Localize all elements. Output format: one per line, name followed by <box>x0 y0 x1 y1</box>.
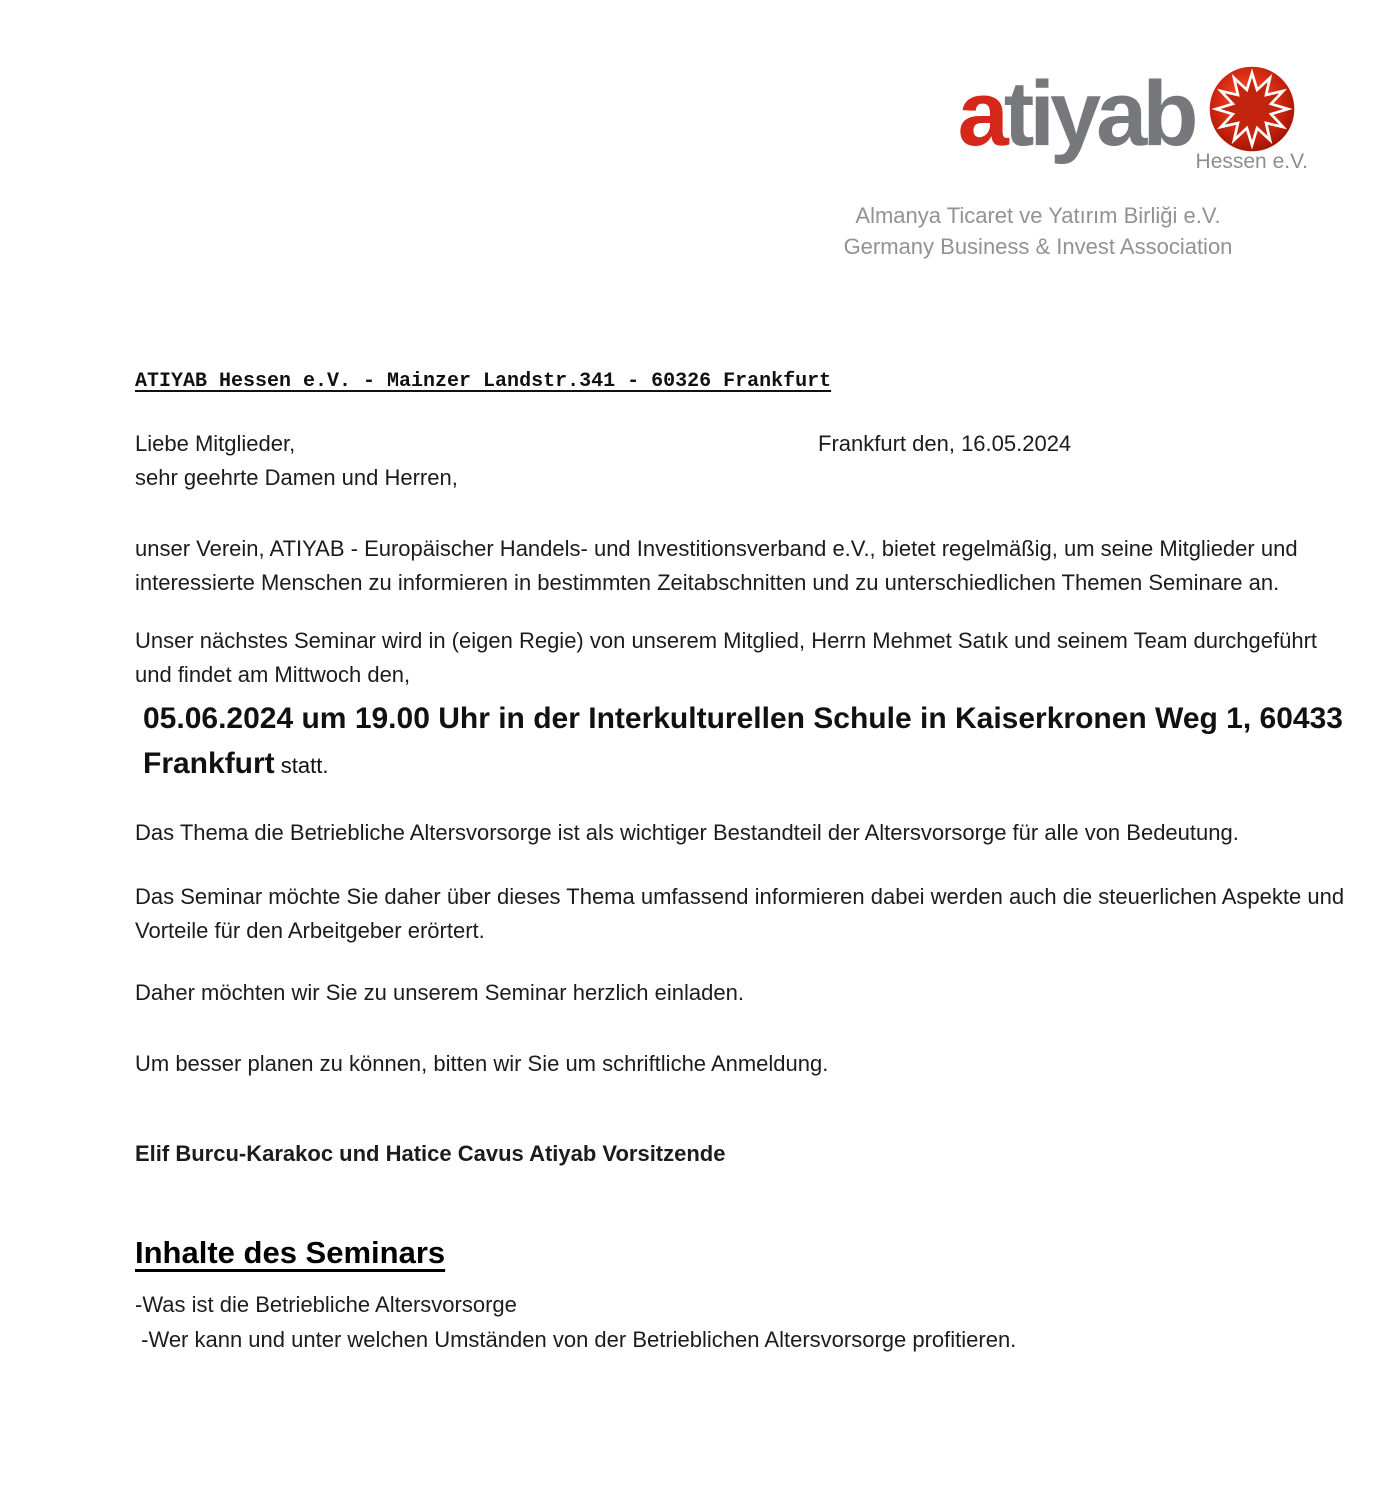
paragraph-registration: Um besser planen zu können, bitten wir Sie um schriftliche Anmeldung. <box>135 1051 829 1076</box>
seminar-date-suffix: statt. <box>274 753 329 778</box>
salutation-line-1: Liebe Mitglieder, <box>135 431 296 456</box>
list-item: -Wer kann und unter welchen Umständen von der Betrieblichen Altersvorsorge profitieren. <box>135 1327 1017 1352</box>
starburst-icon <box>1207 64 1297 154</box>
paragraph-details: Das Seminar möchte Sie daher über dieses Thema umfassend informieren dabei werden auch die steuerlichen Aspekte und Vorteile für den Arbeitgeber erörtert. <box>135 884 1345 943</box>
paragraph-seminar-lead: Unser nächstes Seminar wird in (eigen Regie) von unserem Mitglied, Herrn Mehmet Satık und seinem Team durchgeführt und findet am Mittwoch den, <box>135 628 1318 687</box>
sender-address-line: ATIYAB Hessen e.V. - Mainzer Landstr.341 - 60326 Frankfurt <box>135 370 832 393</box>
atiyab-wordmark <box>958 64 1194 164</box>
hessen-label: Hessen e.V. <box>1195 150 1308 173</box>
paragraph-invite: Daher möchten wir Sie zu unserem Seminar herzlich einladen. <box>135 980 744 1005</box>
salutation-block <box>135 427 1345 495</box>
contents-heading: Inhalte des Seminars <box>135 1235 446 1270</box>
logo-subtitle-turkish: Almanya Ticaret ve Yatırım Birliği e.V. <box>855 203 1221 228</box>
wordmark-letter-a: a <box>957 63 1004 165</box>
signature-line: Elif Burcu-Karakoc und Hatice Cavus Atiyab Vorsitzende <box>135 1141 726 1166</box>
paragraph-intro: unser Verein, ATIYAB - Europäischer Handels- und Investitionsverband e.V., bietet regelmäßig, um seine Mitglieder und interessierte Menschen zu informieren in bestimmten Zeitabschnitten und zu unterschiedlichen Themen Seminare an. <box>135 536 1298 595</box>
logo-subtitles <box>828 200 1248 262</box>
logo-subtitle-english: Germany Business & Invest Association <box>843 234 1233 259</box>
date-line: Frankfurt den, 16.05.2024 <box>818 431 1072 456</box>
logo-right-column <box>1196 64 1308 174</box>
seminar-date-heading <box>135 696 1345 788</box>
contents-list <box>135 1287 1345 1357</box>
list-item: -Was ist die Betriebliche Altersvorsorge <box>135 1292 517 1317</box>
logo-block <box>828 64 1308 262</box>
salutation-line-2: sehr geehrte Damen und Herren, <box>135 465 458 490</box>
logo-row <box>828 64 1308 174</box>
wordmark-rest: tiyab <box>1003 63 1194 165</box>
paragraph-topic: Das Thema die Betriebliche Altersvorsorge ist als wichtiger Bestandteil der Altersvorsorge für alle von Bedeutung. <box>135 820 1239 845</box>
letter-content <box>135 370 1345 1357</box>
seminar-date-bold: 05.06.2024 um 19.00 Uhr in der Interkulturellen Schule in Kaiserkronen Weg 1, 60433 Frankfurt <box>143 702 1343 780</box>
